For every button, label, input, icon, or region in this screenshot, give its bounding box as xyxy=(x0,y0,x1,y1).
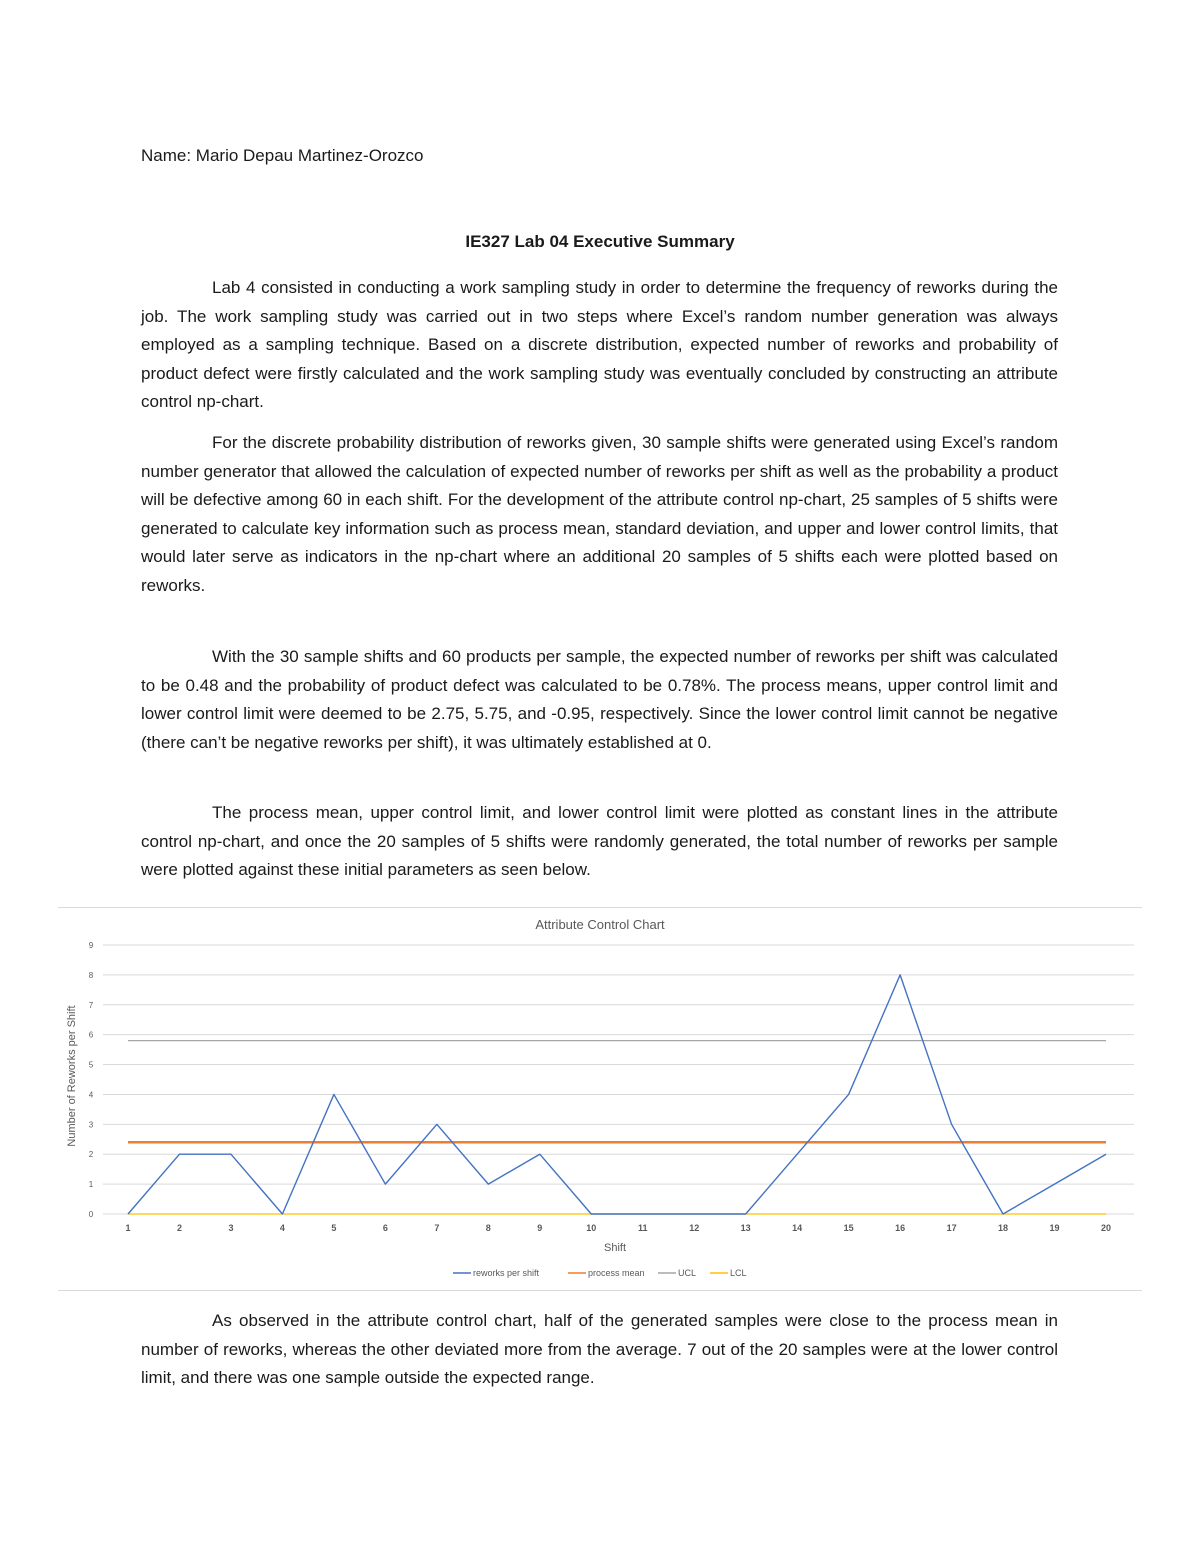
paragraph-chart-intro: The process mean, upper control limit, and lower control limit were plotted as constant lines in the attribute control np-chart, and once the 20 samples of 5 shifts were randomly generated, the total number of reworks per sample were plotted against these initial parameters as seen below. xyxy=(141,803,1058,879)
x-tick-label: 2 xyxy=(176,1223,182,1233)
chart-title: Attribute Control Chart xyxy=(535,917,665,932)
y-tick-label: 8 xyxy=(88,970,94,980)
chart-x-axis-label: Shift xyxy=(603,1242,627,1254)
x-tick-label: 16 xyxy=(895,1223,906,1233)
x-tick-label: 9 xyxy=(537,1223,543,1233)
legend-entry: UCL xyxy=(678,1268,697,1278)
x-tick-label: 18 xyxy=(998,1223,1009,1233)
y-tick-label: 9 xyxy=(88,941,94,950)
x-tick-label: 19 xyxy=(1049,1223,1060,1233)
x-tick-label: 6 xyxy=(382,1223,388,1233)
x-tick-label: 3 xyxy=(228,1223,234,1233)
paragraph-method: For the discrete probability distribution of reworks given, 30 sample shifts were generated using Excel’s random number generator that allowed the calculation of expected number of reworks per shift as well as the probability a product will be defective among 60 in each shift. For the development of the attribute control np-chart, 25 samples of 5 shifts were generated to calculate key information such as process mean, standard deviation, and upper and lower control limits, that would later serve as indicators in the np-chart where an additional 20 samples of 5 shifts each were plotted based on reworks. xyxy=(141,433,1058,595)
x-tick-label: 5 xyxy=(331,1223,337,1233)
paragraph-results: With the 30 sample shifts and 60 products per sample, the expected number of reworks per shift was calculated to be 0.48 and the probability of product defect was calculated to be 0.78%. The process means, upper control limit and lower control limit were deemed to be 2.75, 5.75, and -0.95, respectively. Since the lower control limit cannot be negative (there can’t be negative reworks per shift), it was ultimately established at 0. xyxy=(141,647,1058,752)
document-title: IE327 Lab 04 Executive Summary xyxy=(465,232,735,251)
y-tick-label: 3 xyxy=(88,1120,94,1130)
x-tick-label: 15 xyxy=(843,1223,854,1233)
x-tick-label: 8 xyxy=(485,1223,491,1233)
attribute-control-chart xyxy=(58,907,1142,1291)
chart-x-ticks xyxy=(125,1223,1111,1233)
x-tick-label: 4 xyxy=(279,1223,285,1233)
legend-entry: LCL xyxy=(730,1268,747,1278)
legend-entry: process mean xyxy=(588,1268,645,1278)
x-tick-label: 17 xyxy=(946,1223,957,1233)
x-tick-label: 11 xyxy=(637,1223,648,1233)
x-tick-label: 12 xyxy=(689,1223,700,1233)
x-tick-label: 20 xyxy=(1100,1223,1112,1233)
chart-svg xyxy=(58,908,1142,1290)
chart-y-axis-label: Number of Reworks per Shift xyxy=(66,1005,78,1147)
y-tick-label: 1 xyxy=(88,1180,94,1190)
y-tick-label: 0 xyxy=(88,1210,94,1219)
y-tick-label: 5 xyxy=(88,1060,94,1070)
paragraph-intro: Lab 4 consisted in conducting a work sampling study in order to determine the frequency of reworks during the job. The work sampling study was carried out in two steps where Excel’s random number generation was always employed as a sampling technique. Based on a discrete distribution, expected number of reworks and probability of product defect were firstly calculated and the work sampling study was eventually concluded by constructing an attribute control np-chart. xyxy=(141,278,1058,411)
chart-legend xyxy=(453,1268,747,1278)
paragraph-conclusion: As observed in the attribute control chart, half of the generated samples were close to the process mean in number of reworks, whereas the other deviated more from the average. 7 out of the 20 samples were at the lower control limit, and there was one sample outside the expected range. xyxy=(141,1311,1058,1387)
y-tick-label: 6 xyxy=(88,1030,94,1040)
legend-entry: reworks per shift xyxy=(473,1268,540,1278)
author-name: Name: Mario Depau Martinez-Orozco xyxy=(141,146,424,165)
x-tick-label: 10 xyxy=(586,1223,597,1233)
chart-y-ticks xyxy=(89,941,94,1219)
y-tick-label: 2 xyxy=(88,1150,94,1160)
x-tick-label: 14 xyxy=(792,1223,803,1233)
x-tick-label: 7 xyxy=(434,1223,440,1233)
y-tick-label: 7 xyxy=(88,1000,94,1010)
y-tick-label: 4 xyxy=(88,1090,94,1100)
x-tick-label: 13 xyxy=(740,1223,751,1233)
x-tick-label: 1 xyxy=(125,1223,131,1233)
